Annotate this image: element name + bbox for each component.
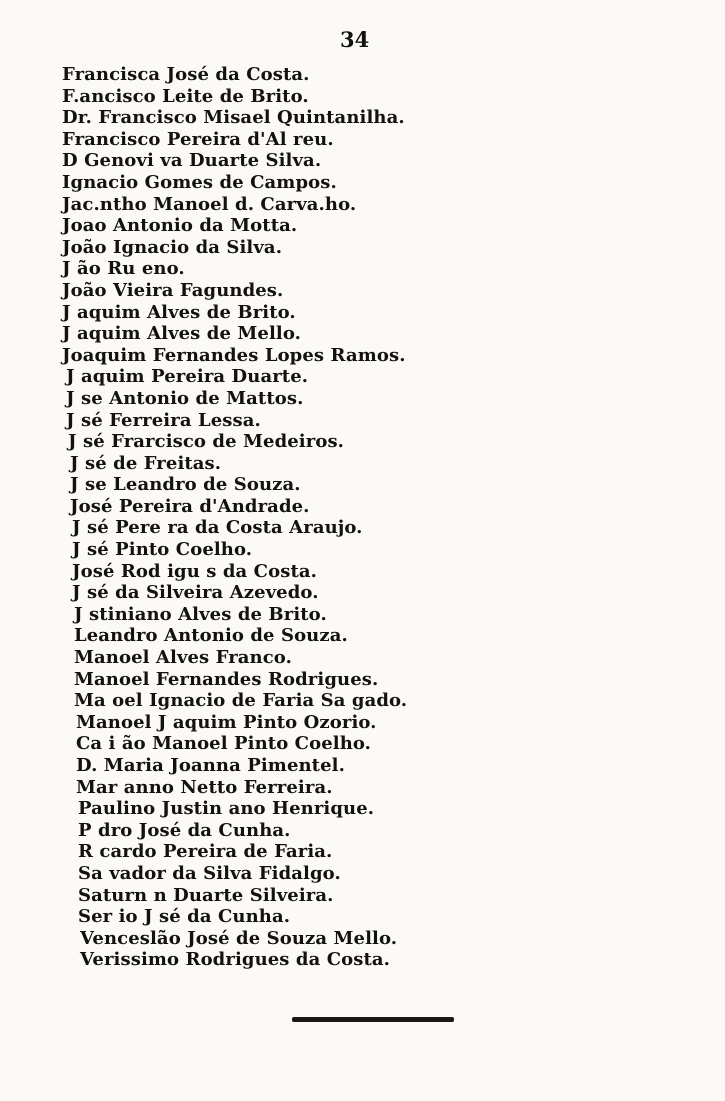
name-entry: J sé Pinto Coelho.	[72, 539, 253, 561]
name-entry: J ão Ru eno.	[62, 258, 185, 280]
name-entry: J aquim Alves de Mello.	[62, 323, 301, 345]
name-entry: José Pereira d'Andrade.	[70, 495, 310, 517]
name-entry: J sé Ferreira Lessa.	[66, 409, 261, 431]
name-entry: Jac.ntho Manoel d. Carva.ho.	[62, 193, 357, 215]
name-entry: Manoel Fernandes Rodrigues.	[74, 668, 379, 690]
name-entry: J sé Pere ra da Costa Araujo.	[72, 517, 363, 539]
name-entry: Joaquim Fernandes Lopes Ramos.	[62, 344, 406, 366]
name-entry: R cardo Pereira de Faria.	[78, 841, 333, 863]
name-entry: J stiniano Alves de Brito.	[74, 603, 327, 625]
name-entry: João Ignacio da Silva.	[62, 236, 283, 258]
name-entry: José Rod igu s da Costa.	[72, 560, 317, 582]
name-entry: Sa vador da Silva Fidalgo.	[78, 862, 341, 884]
name-entry: Joao Antonio da Motta.	[62, 215, 298, 237]
name-entry: P dro José da Cunha.	[78, 819, 291, 841]
name-entry: J sé de Freitas.	[70, 452, 222, 474]
name-entry: Ser io J sé da Cunha.	[78, 906, 291, 928]
name-entry: Ignacio Gomes de Campos.	[62, 171, 337, 193]
name-entry: Verissimo Rodrigues da Costa.	[80, 949, 391, 971]
page-number: 34	[340, 27, 370, 52]
closing-rule	[292, 1017, 454, 1022]
name-entry: D Genovi va Duarte Silva.	[62, 150, 322, 172]
name-entry: Francisco Pereira d'Al reu.	[62, 128, 334, 150]
name-entry: J aquim Alves de Brito.	[62, 301, 296, 323]
name-entry: Paulino Justin ano Henrique.	[78, 798, 375, 820]
name-entry: Mar anno Netto Ferreira.	[76, 776, 333, 798]
name-entry: Saturn n Duarte Silveira.	[78, 884, 334, 906]
name-entry: J aquim Pereira Duarte.	[66, 366, 309, 388]
name-entry: J se Leandro de Souza.	[70, 474, 301, 496]
name-entry: J sé da Silveira Azevedo.	[72, 582, 319, 604]
name-entry: Ma oel Ignacio de Faria Sa gado.	[74, 690, 408, 712]
names-list	[0, 64, 725, 971]
name-entry: J sé Frarcisco de Medeiros.	[68, 431, 345, 453]
name-entry: Francisca José da Costa.	[62, 64, 310, 85]
name-entry: João Vieira Fagundes.	[62, 279, 284, 301]
name-entry: F.ancisco Leite de Brito.	[62, 85, 309, 107]
name-entry: Leandro Antonio de Souza.	[74, 625, 348, 647]
name-entry: Manoel Alves Franco.	[74, 647, 292, 669]
name-entry: Dr. Francisco Misael Quintanilha.	[62, 107, 405, 129]
name-entry: Ca i ão Manoel Pinto Coelho.	[76, 733, 372, 755]
name-entry: J se Antonio de Mattos.	[66, 387, 304, 409]
name-entry: Venceslão José de Souza Mello.	[80, 927, 398, 949]
name-entry: Manoel J aquim Pinto Ozorio.	[76, 711, 377, 733]
name-entry: D. Maria Joanna Pimentel.	[76, 755, 345, 776]
